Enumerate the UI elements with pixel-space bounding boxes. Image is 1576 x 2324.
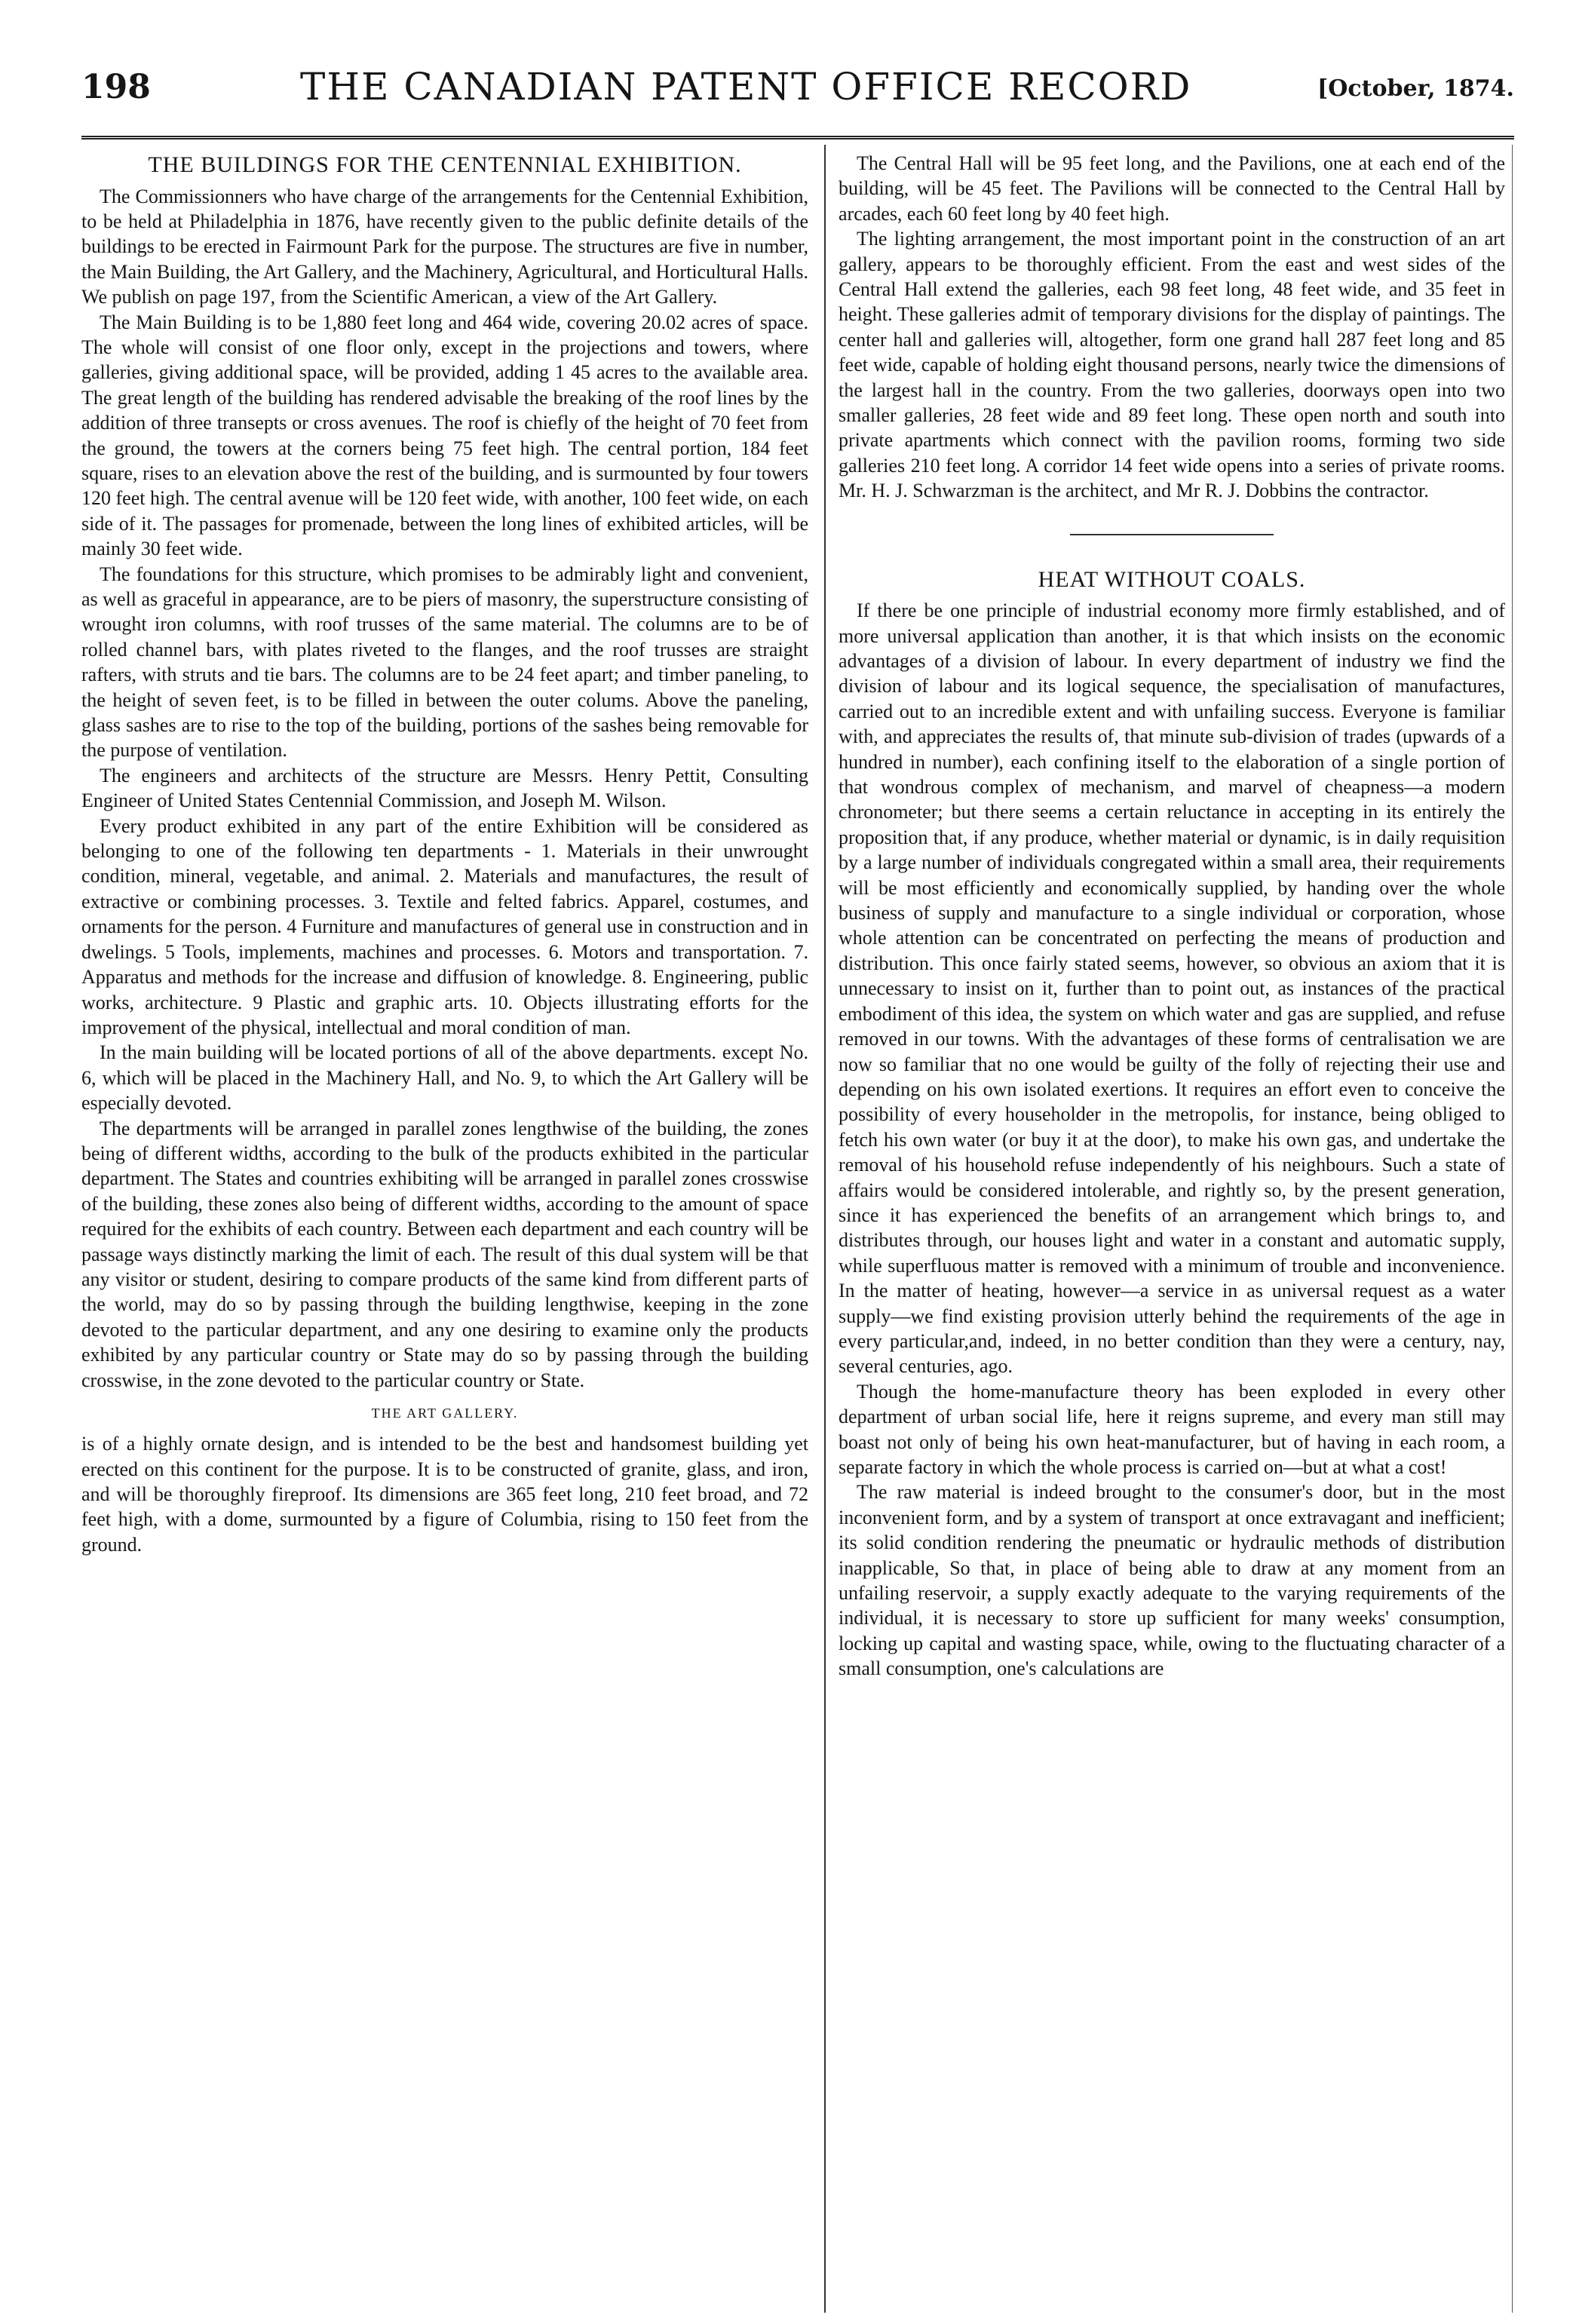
paragraph-art-gallery: is of a highly ornate design, and is intended to be the best and handsomest building yet erected on this continent for the purpose. It is to be constructed of granite, glass, and iron, and will be thoroughly fireproof. Its dimensions are 365 feet long, 210 feet broad, and 72 feet high, with a dome, surmounted by a figure of Columbia, rising to 150 feet from the ground. bbox=[81, 1433, 808, 1556]
page-header bbox=[81, 60, 1514, 128]
paragraph: The Main Building is to be 1,880 feet long and 464 wide, covering 20.02 acres of space. The whole will consist of one floor only, except in the projections and towers, where galleries, giving additional space, will be provided, adding 1 45 acres to the available area. The great length of the building has rendered advisable the breaking of the roof lines by the addition of three transepts or cross avenues. The roof is chiefly of the height of 70 feet from the ground, the towers at the corners being 75 feet high. The central portion, 184 feet square, rises to an elevation above the rest of the building, and is surmounted by four towers 120 feet high. The central avenue will be 120 feet wide, with another, 100 feet wide, on each side of it. The passages for promenade, between the long lines of exhibited articles, will be mainly 30 feet wide. bbox=[81, 311, 808, 560]
paragraph: If there be one principle of industrial economy more firmly established, and of more universal application than another, it is that which insists on the economic advantages of a division of labour. In every department of industry we find the division of labour and its logical sequence, the specialisation of manufactures, carried out to an incredible extent and with unfailing success. Everyone is familiar with, and appreciates the results of, that minute sub-division of trades (upwards of a hundred in number), each confining itself to the elaboration of a single portion of that wondrous complex of mechanism, and marvel of cheapness—a modern chronometer; but there seems a certain reluctance in accepting in its entirely the proposition that, if any produce, whether material or dynamic, is in daily requisition by a large number of individuals congregated within a small area, their requirements will be most efficiently and economically supplied, by handing over the whole business of supply and manufacture to a single individual or corporation, whose whole attention can be concentrated on perfecting the means of production and distribution. This once fairly stated seems, however, so obvious an axiom that it is unnecessary to insist on it, further than to point out, as instances of the practical embodiment of this idea, the system on which water and gas are supplied, and refuse removed in our towns. With the advantages of these forms of centralisation we are now so familiar that no one would be guilty of the folly of rejecting their use and depending on his own isolated exertions. It requires an effort even to conceive the possibility of every householder in the metropolis, for instance, being obliged to fetch his own water (or buy it at the door), to make his own gas, and undertake the removal of his household refuse independently of his neighbours. Such a state of affairs would be considered intolerable, and rightly so, by the present generation, since it has experienced the benefits of an arrangement which brings to, and distributes through, our houses light and water in a constant and automatic supply, while superfluous matter is removed with a minimum of trouble and inconvenience. In the matter of heating, however—a service in as universal request as a water supply—we find existing provision utterly behind the requirements of the age in every particular,and, indeed, in no better condition than they were a century, nay, several centuries, ago. bbox=[839, 599, 1505, 1378]
page-number: 198 bbox=[81, 68, 151, 106]
paragraph: The departments will be arranged in parallel zones lengthwise of the building, the zones being of different widths, according to the bulk of the products exhibited in the particular department. The States and countries exhibiting will be arranged in parallel zones crosswise of the building, these zones also being of different widths, according to the amount of space required for the exhibits of each country. Between each department and each country will be passage ways distinctly marking the limit of each. The result of this dual system will be that any visitor or student, desiring to compare products of the same kind from different parts of the world, may do so by passing through the building lengthwise, keeping in the zone devoted to the particular department, and any one desiring to examine only the products exhibited by any particular country or State may do so by passing through the building crosswise, in the zone devoted to the particular country or State. bbox=[81, 1117, 808, 1391]
issue-date: [October, 1874. bbox=[1317, 75, 1514, 102]
left-column bbox=[81, 151, 808, 1557]
paragraph: The foundations for this structure, which promises to be admirably light and convenient, as well as graceful in appearance, are to be piers of masonry, the superstructure consisting of wrought iron columns, with roof trusses of the same material. The columns are to be of rolled channel bars, with plates riveted to the flanges, and the roof trusses are straight rafters, with struts and tie bars. The columns are to be 24 feet apart; and timber paneling, to the height of seven feet, is to be filled in between the outer colums. Above the paneling, glass sashes are to rise to the top of the building, portions of the sashes being removable for the purpose of ventilation. bbox=[81, 563, 808, 762]
page-edge-rule bbox=[1512, 145, 1513, 2313]
article-heading-centennial: THE BUILDINGS FOR THE CENTENNIAL EXHIBITION. bbox=[148, 152, 742, 177]
article-heading-heat: HEAT WITHOUT COALS. bbox=[1038, 566, 1306, 592]
paragraph: In the main building will be located portions of all of the above departments. except No. 6, which will be placed in the Machinery Hall, and No. 9, to which the Art Gallery will be especially devoted. bbox=[81, 1041, 808, 1114]
header-rule bbox=[81, 136, 1514, 140]
paragraph: The Commissionners who have charge of the arrangements for the Centennial Exhibition, to be held at Philadelphia in 1876, have recently given to the public definite details of the buildings to be erected in Fairmount Park for the purpose. The structures are five in number, the Main Building, the Art Gallery, and the Machinery, Agricultural, and Horticultural Halls. We publish on page 197, from the Scientific American, a view of the Art Gallery. bbox=[81, 185, 808, 308]
journal-title: THE CANADIAN PATENT OFFICE RECORD bbox=[300, 65, 1192, 109]
subheading-art-gallery: THE ART GALLERY. bbox=[371, 1406, 519, 1421]
paragraph: The Central Hall will be 95 feet long, and the Pavilions, one at each end of the building, will be 45 feet. The Pavilions will be connected to the Central Hall by arcades, each 60 feet long by 40 feet high. bbox=[839, 152, 1505, 225]
paragraph: The lighting arrangement, the most important point in the construction of an art gallery, appears to be thoroughly efficient. From the east and west sides of the Central Hall extend the galleries, each 98 feet long, 48 feet wide, and 35 feet in height. These galleries admit of temporary divisions for the display of paintings. The center hall and galleries will, altogether, form one grand hall 287 feet long and 85 feet wide, capable of holding eight thousand persons, nearly twice the dimensions of the largest hall in the country. From the two galleries, doorways open into two smaller galleries, 28 feet wide and 89 feet long. These open north and south into private apartments which connect with the pavilion rooms, forming two side galleries 210 feet long. A corridor 14 feet wide opens into a series of private rooms. Mr. H. J. Schwarzman is the architect, and Mr R. J. Dobbins the contractor. bbox=[839, 228, 1505, 502]
right-column bbox=[839, 151, 1505, 1682]
column-divider bbox=[824, 145, 826, 2313]
paragraph: The engineers and architects of the structure are Messrs. Henry Pettit, Consulting Engineer of United States Centennial Commission, and Joseph M. Wilson. bbox=[81, 764, 808, 812]
paragraph: Every product exhibited in any part of the entire Exhibition will be considered as belonging to one of the following ten departments - 1. Materials in their unwrought condition, mineral, vegetable, and animal. 2. Materials and manufactures, the result of extractive or combining processes. 3. Textile and felted fabrics. Apparel, costumes, and ornaments for the person. 4 Furniture and manufactures of general use in construction and in dwelings. 5 Tools, implements, machines and processes. 6. Motors and transportation. 7. Apparatus and methods for the increase and diffusion of knowledge. 8. Engineering, public works, architecture. 9 Plastic and graphic arts. 10. Objects illustrating efforts for the improvement of the physical, intellectual and moral condition of man. bbox=[81, 814, 808, 1038]
paragraph: The raw material is indeed brought to the consumer's door, but in the most inconvenient form, and by a system of transport at once extravagant and inefficient; its solid condition rendering the pneumatic or hydraulic methods of distribution inapplicable, So that, in place of being able to draw at any moment from an unfailing reservoir, a supply exactly adequate to the varying requirements of the individual, it is necessary to store up sufficient for many weeks' consumption, locking up capital and wasting space, while, owing to the fluctuating character of a small consumption, one's calculations are bbox=[839, 1481, 1505, 1680]
section-divider bbox=[1070, 534, 1274, 535]
paragraph: Though the home-manufacture theory has been exploded in every other department of urban social life, here it reigns supreme, and every man still may boast not only of being his own heat-manufacturer, but of having in each room, a separate factory in which the whole process is carried on—but at what a cost! bbox=[839, 1380, 1505, 1478]
